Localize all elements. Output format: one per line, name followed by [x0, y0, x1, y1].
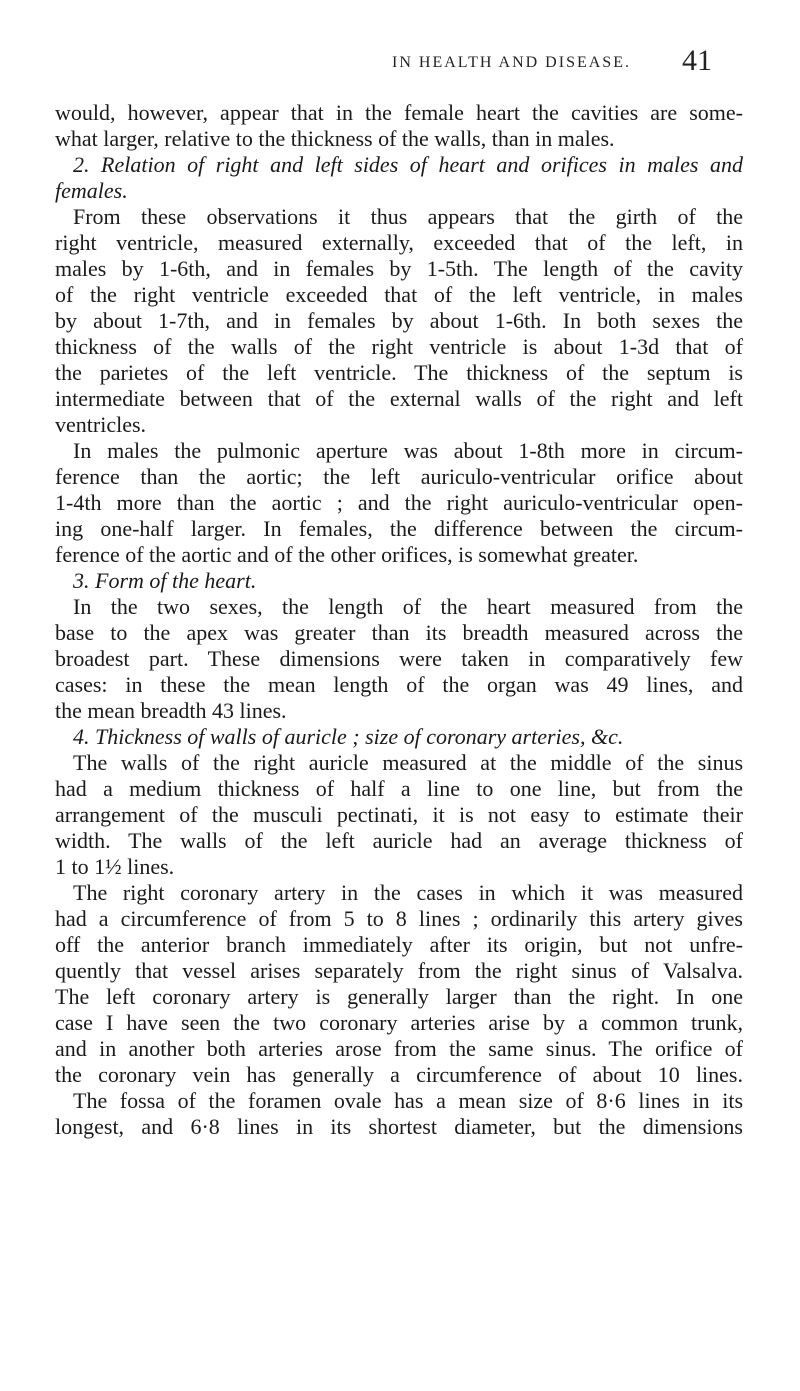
text-line: base to the apex was greater than its breadth measured across the	[55, 620, 743, 645]
section-heading	[55, 724, 743, 750]
section-heading	[55, 568, 743, 594]
text-line: The left coronary artery is generally larger than the right. In one	[55, 984, 743, 1009]
text-line: 1-4th more than the aortic ; and the right auriculo-ventricular open-	[55, 490, 743, 515]
text-line: arrangement of the musculi pectinati, it is not easy to estimate their	[55, 802, 743, 827]
text-line: ventricles.	[55, 412, 147, 437]
section-heading	[55, 152, 743, 178]
body-text	[55, 100, 743, 1140]
section-heading-text: 2. Relation of right and left sides of heart and orifices in males and	[73, 152, 743, 177]
text-line: the parietes of the left ventricle. The thickness of the septum is	[55, 360, 743, 385]
text-line: ference of the aortic and of the other orifices, is somewhat greater.	[55, 542, 639, 567]
text-line: width. The walls of the left auricle had an average thickness of	[55, 828, 743, 853]
text-line: quently that vessel arises separately from the right sinus of Valsalva.	[55, 958, 743, 983]
text-line: 1 to 1½ lines.	[55, 854, 175, 879]
section-heading-text: 3. Form of the heart.	[73, 568, 257, 593]
text-line: thickness of the walls of the right ventricle is about 1-3d that of	[55, 334, 743, 359]
text-line: The right coronary artery in the cases in which it was measured	[73, 880, 743, 905]
text-line: the mean breadth 43 lines.	[55, 698, 287, 723]
text-line: males by 1-6th, and in females by 1-5th. The length of the cavity	[55, 256, 743, 281]
text-line: cases: in these the mean length of the organ was 49 lines, and	[55, 672, 743, 697]
text-line: ing one-half larger. In females, the difference between the circum-	[55, 516, 743, 541]
text-line: In males the pulmonic aperture was about 1-8th more in circum-	[73, 438, 743, 463]
text-line: the coronary vein has generally a circumference of about 10 lines.	[55, 1062, 743, 1087]
text-line: had a medium thickness of half a line to one line, but from the	[55, 776, 743, 801]
section-heading-cont: females.	[55, 178, 128, 203]
text-line: In the two sexes, the length of the heart measured from the	[73, 594, 743, 619]
text-line: From these observations it thus appears that the girth of the	[73, 204, 743, 229]
text-line: ference than the aortic; the left auriculo-ventricular orifice about	[55, 464, 743, 489]
text-line: The fossa of the foramen ovale has a mean size of 8·6 lines in its	[73, 1088, 743, 1113]
page-number: 41	[682, 44, 712, 77]
text-line: longest, and 6·8 lines in its shortest diameter, but the dimensions	[55, 1114, 743, 1139]
text-line: of the right ventricle exceeded that of the left ventricle, in males	[55, 282, 743, 307]
text-line: and in another both arteries arose from the same sinus. The orifice of	[55, 1036, 743, 1061]
text-line: would, however, appear that in the female heart the cavities are some-	[55, 100, 743, 125]
text-line: The walls of the right auricle measured at the middle of the sinus	[73, 750, 743, 775]
text-line: by about 1-7th, and in females by about 1-6th. In both sexes the	[55, 308, 743, 333]
text-line: what larger, relative to the thickness of the walls, than in males.	[55, 126, 615, 151]
running-title: IN HEALTH AND DISEASE.	[392, 54, 631, 71]
text-line: broadest part. These dimensions were taken in comparatively few	[55, 646, 743, 671]
text-line: right ventricle, measured externally, exceeded that of the left, in	[55, 230, 743, 255]
text-line: had a circumference of from 5 to 8 lines ; ordinarily this artery gives	[55, 906, 743, 931]
text-line: off the anterior branch immediately after its origin, but not unfre-	[55, 932, 743, 957]
section-heading-text: 4. Thickness of walls of auricle ; size of coronary arteries, &c.	[73, 724, 624, 749]
text-line: case I have seen the two coronary arteries arise by a common trunk,	[55, 1010, 743, 1035]
text-line: intermediate between that of the external walls of the right and left	[55, 386, 743, 411]
running-head	[212, 42, 732, 82]
